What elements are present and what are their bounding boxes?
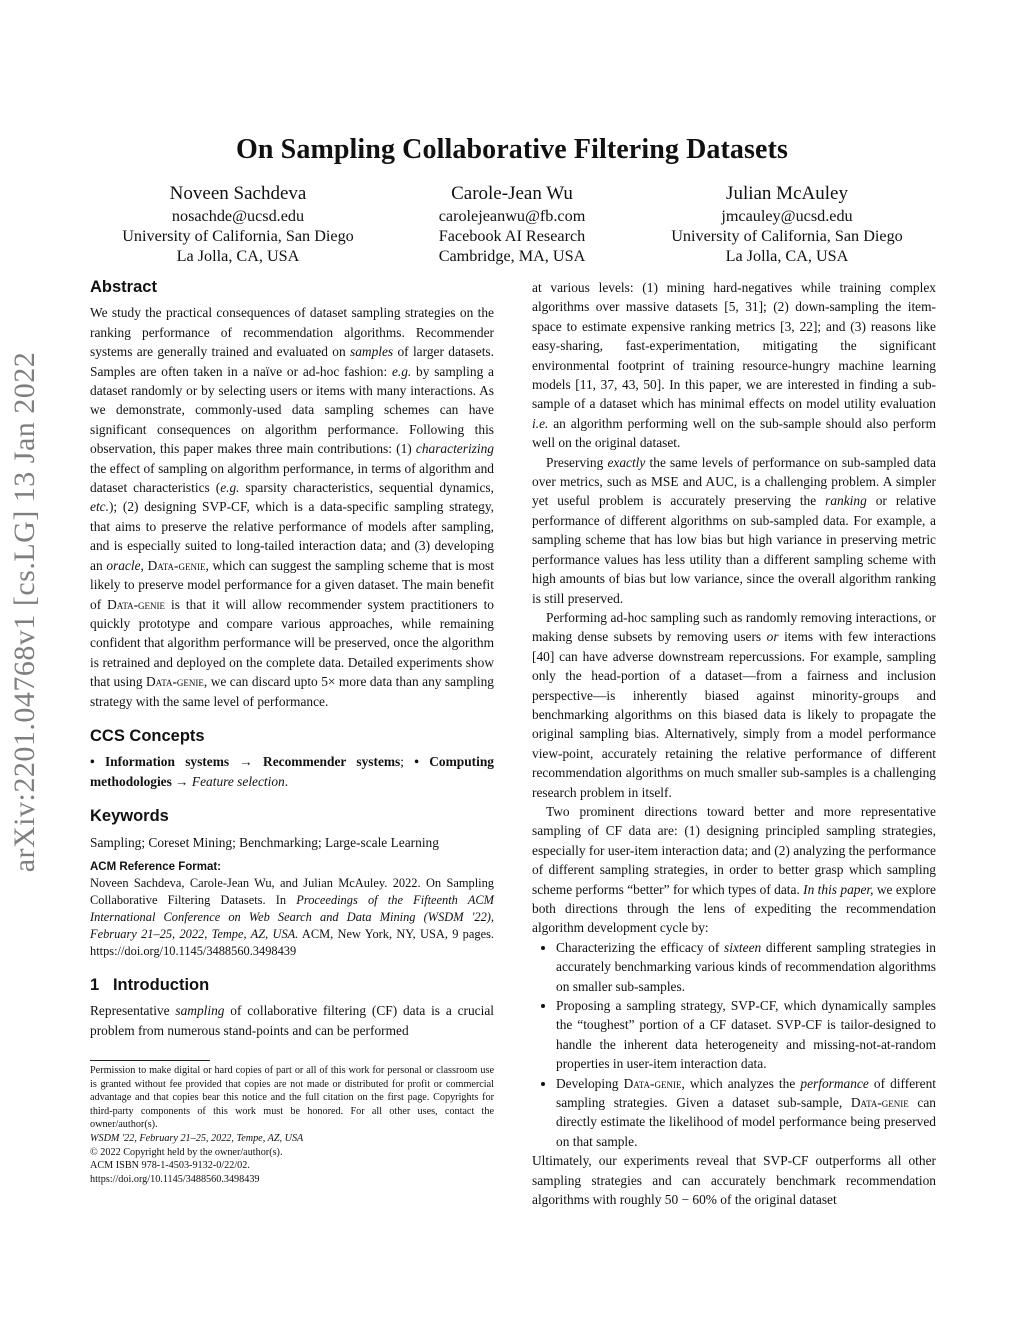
intro-paragraph-4: Two prominent directions toward better and more representative sampling of CF data are: (1) designing principled sampling strategies, especially for user-item interaction data; and (2) analyzing the performance of different sampling strategies, in order to better grasp which sampling scheme performs “better” for which types of data. In this paper, we explore both directions through the lens of expediting the recommendation algorithm development cycle by:	[532, 803, 936, 936]
doi-link[interactable]: https://doi.org/10.1145/3488560.3498439	[90, 1173, 260, 1185]
author-block-2	[362, 182, 662, 266]
abstract-text: We study the practical consequences of dataset sampling strategies on the ranking performance of recommendation algorithms. Recommender systems are generally trained and evaluated on samples of larger datasets. Samples are often taken in a naïve or ad-hoc fashion: e.g. by sampling a dataset randomly or by selecting users or items with many interactions. As we demonstrate, commonly-used data sampling schemes can have significant consequences on algorithm performance. Following this observation, this paper makes three main contributions: (1) characterizing the effect of sampling on algorithm performance, in terms of algorithm and dataset characteristics (e.g. sparsity characteristics, sequential dynamics, etc.); (2) designing SVP-CF, which is a data-specific sampling strategy, that aims to preserve the relative performance of models after sampling, and is especially suited to long-tailed interaction data; and (3) developing an oracle, Data-genie, which can suggest the sampling scheme that is most likely to preserve model performance for a given dataset. The main benefit of Data-genie is that it will allow recommender system practitioners to quickly prototype and compare various approaches, while remaining confident that algorithm performance will be preserved, once the algorithm is retrained and deployed on the complete data. Detailed experiments show that using Data-genie, we can discard upto 5× more data than any sampling strategy with the same level of performance.	[90, 305, 495, 709]
intro-paragraph-1b: at various levels: (1) mining hard-negatives while training complex algorithms over massive datasets [5, 31]; (2) down-sampling the item-space to estimate expensive ranking metrics [3, 22]; and (3) reasons like easy-sharing, fast-experimentation, mitigating the significant environmental footprint of training resource-hungry machine learning models [11, 37, 43, 50]. In this paper, we are interested in finding a sub-sample of a dataset which has minimal effects on model utility evaluation i.e. an algorithm performing well on the sub-sample should also perform well on the original dataset.	[532, 280, 936, 451]
paper-title: On Sampling Collaborative Filtering Datasets	[236, 134, 788, 165]
footnote-rule	[90, 1060, 210, 1061]
contribution-list	[532, 938, 936, 1151]
author-name: Noveen Sachdeva	[169, 183, 307, 204]
acm-ref-text: Noveen Sachdeva, Carole-Jean Wu, and Julian McAuley. 2022. On Sampling Collaborative Filtering Datasets. In Proceedings of the Fifteenth ACM International Conference on Web Search and Data Mining (WSDM '22), February 21–25, 2022, Tempe, AZ, USA. ACM, New York, NY, USA, 9 pages. https://doi.org/10.1145/3488560.3498439	[90, 875, 494, 958]
list-item: • Proposing a sampling strategy, SVP-CF, which dynamically samples the “toughest” portion of a CF dataset. SVP-CF is tailor-designed to handle the inherent data heterogeneity and missing-not-at-random properties in user-item interaction data.	[556, 996, 936, 1074]
copyright-line: © 2022 Copyright held by the owner/author(s).	[90, 1146, 283, 1158]
isbn-line: ACM ISBN 978-1-4503-9132-0/22/02.	[90, 1160, 250, 1172]
abstract-heading: Abstract	[90, 278, 157, 296]
ccs-text: • Information systems → Recommender systems; • Computing methodologies → Feature selection.	[90, 754, 494, 789]
author-affiliation: Facebook AI Research	[438, 227, 586, 245]
list-item: • Characterizing the efficacy of sixteen different sampling strategies in accurately benchmarking various kinds of recommendation algorithms on smaller sub-samples.	[556, 938, 936, 996]
intro-paragraph-2: Preserving exactly the same levels of performance on sub-sampled data over metrics, such as MSE and AUC, is a challenging problem. A simpler yet useful problem is accurately preserving the ranking or relative performance of different algorithms on sub-sampled data. For example, a sampling scheme that has low bias but high variance in preserving metric performance values has less utility than a different sampling scheme with high amounts of bias but low variance, since the overall algorithm ranking is still preserved.	[532, 454, 936, 606]
author-email[interactable]: jmcauley@ucsd.edu	[721, 207, 853, 225]
author-location: La Jolla, CA, USA	[725, 247, 849, 265]
author-affiliation: University of California, San Diego	[122, 227, 354, 245]
author-location: La Jolla, CA, USA	[176, 247, 300, 265]
author-email[interactable]: nosachde@ucsd.edu	[171, 207, 305, 225]
keywords-text: Sampling; Coreset Mining; Benchmarking; Large-scale Learning	[90, 834, 439, 850]
right-column	[532, 278, 936, 1210]
author-block-3	[637, 182, 937, 266]
author-name: Carole-Jean Wu	[451, 183, 573, 204]
permission-notice: Permission to make digital or hard copies of part or all of this work for personal or classroom use is granted without fee provided that copies are not made or distributed for profit or commercial advantage and that copies bear this notice and the full citation on the first page. Copyrights for third-party components of this work must be honored. For all other uses, contact the owner/author(s).	[90, 1065, 494, 1131]
intro-paragraph-3: Performing ad-hoc sampling such as randomly removing interactions, or making dense subsets by removing users or items with few interactions [40] can have adverse downstream repercussions. For example, sampling only the head-portion of a dataset—from a fairness and inclusion perspective—is inherently biased against minority-groups and benchmarking algorithms on this biased data is likely to propagate the original sampling bias. Alternatively, simply from a model performance view-point, accurately retaining the relative performance of different recommendation algorithms on much smaller sub-samples is a challenging research problem in itself.	[532, 609, 936, 800]
author-location: Cambridge, MA, USA	[438, 247, 586, 265]
footnote	[90, 1064, 494, 1186]
acm-ref-heading: ACM Reference Format:	[90, 860, 221, 873]
intro-paragraph-1a: Representative sampling of collaborative filtering (CF) data is a crucial problem from numerous stand-points and can be performed	[90, 1003, 494, 1038]
conference-line: WSDM '22, February 21–25, 2022, Tempe, AZ, USA	[90, 1132, 304, 1144]
intro-paragraph-5: Ultimately, our experiments reveal that SVP-CF outperforms all other sampling strategies and can accurately benchmark recommendation algorithms with roughly 50 − 60% of the original dataset	[532, 1153, 936, 1208]
intro-heading: 1 Introduction	[90, 975, 210, 994]
author-email[interactable]: carolejeanwu@fb.com	[438, 207, 586, 225]
list-item: • Developing Data-genie, which analyzes the performance of different sampling strategies. Given a dataset sub-sample, Data-genie can directly estimate the likelihood of model performance being preserved on that sample.	[556, 1074, 936, 1152]
keywords-heading: Keywords	[90, 807, 169, 826]
arxiv-stamp: arXiv:2201.04768v1 [cs.LG] 13 Jan 2022	[8, 351, 41, 873]
left-column	[90, 278, 494, 1040]
ccs-heading: CCS Concepts	[90, 726, 205, 745]
author-block-1	[88, 182, 388, 266]
author-affiliation: University of California, San Diego	[671, 227, 903, 245]
author-name: Julian McAuley	[726, 183, 848, 204]
